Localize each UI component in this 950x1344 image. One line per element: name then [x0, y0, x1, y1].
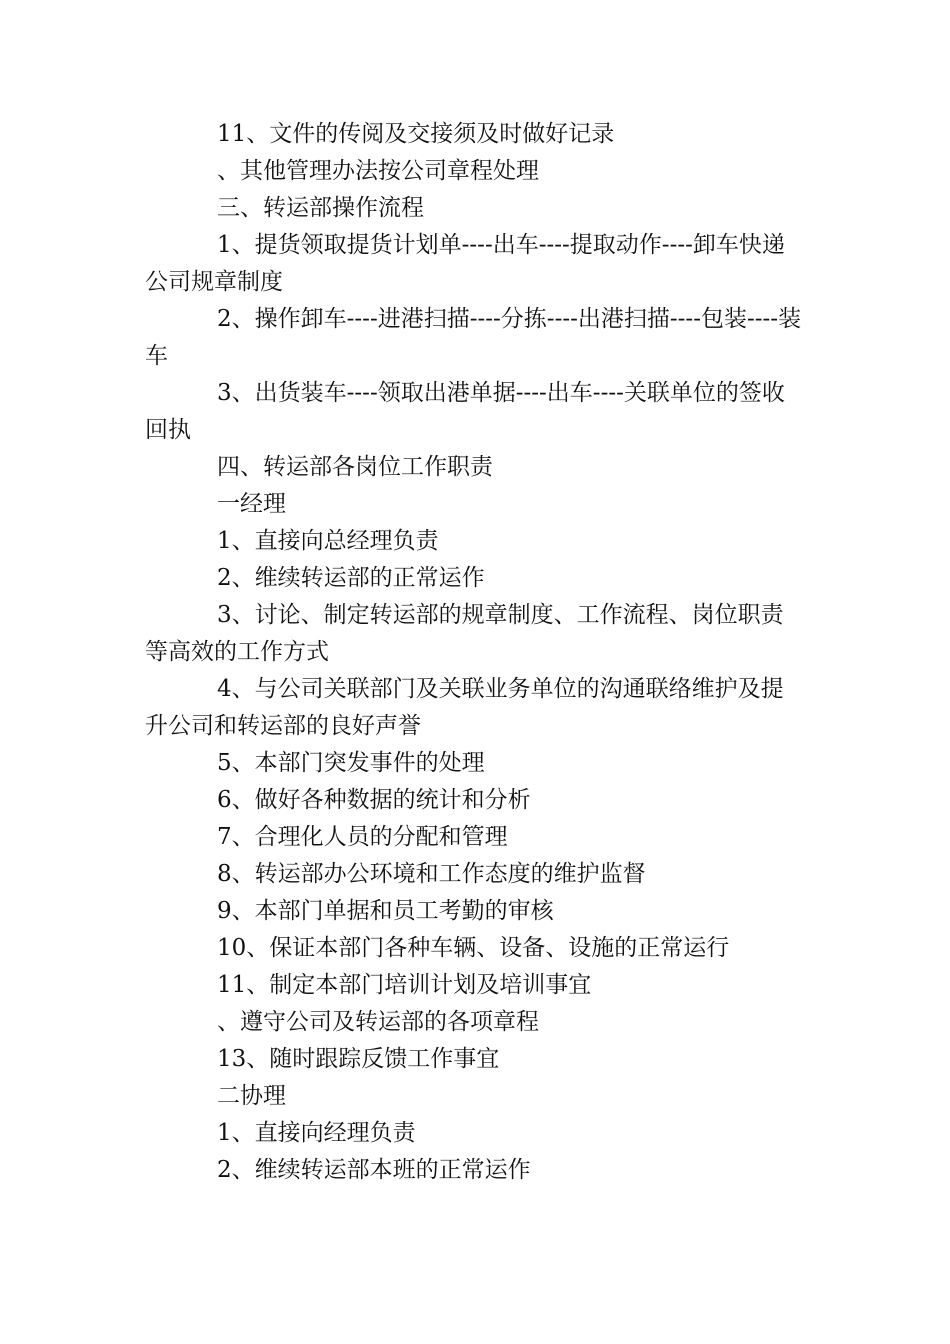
- section-heading-4: 四、转运部各岗位工作职责: [217, 454, 493, 480]
- paragraph-11: 3、讨论、制定转运部的规章制度、工作流程、岗位职责等高效的工作方式: [145, 602, 784, 665]
- paragraph-13: 5、本部门突发事件的处理: [217, 750, 485, 776]
- paragraph-20: 、遵守公司及转运部的各项章程: [217, 1009, 539, 1035]
- paragraph-5: 2、操作卸车----进港扫描----分拣----出港扫描----包装----装车: [145, 306, 802, 369]
- subheading-manager: 一经理: [217, 491, 286, 517]
- paragraph-21: 13、随时跟踪反馈工作事宜: [217, 1046, 500, 1072]
- paragraph-18: 10、保证本部门各种车辆、设备、设施的正常运行: [217, 935, 730, 961]
- paragraph-9: 1、直接向总经理负责: [217, 528, 439, 554]
- paragraph-24: 2、维续转运部本班的正常运作: [217, 1157, 531, 1183]
- paragraph-23: 1、直接向经理负责: [217, 1120, 416, 1146]
- paragraph-15: 7、合理化人员的分配和管理: [217, 824, 508, 850]
- paragraph-6: 3、出货装车----领取出港单据----出车----关联单位的签收回执: [145, 380, 785, 443]
- subheading-assistant: 二协理: [217, 1083, 286, 1109]
- paragraph-1: 11、文件的传阅及交接须及时做好记录: [217, 121, 615, 147]
- paragraph-19: 11、制定本部门培训计划及培训事宜: [217, 972, 592, 998]
- paragraph-4: 1、提货领取提货计划单----出车----提取动作----卸车快递公司规章制度: [145, 232, 785, 295]
- document-body: [145, 116, 805, 1189]
- paragraph-16: 8、转运部办公环境和工作态度的维护监督: [217, 861, 646, 887]
- section-heading-3: 三、转运部操作流程: [217, 195, 424, 221]
- paragraph-12: 4、与公司关联部门及关联业务单位的沟通联络维护及提升公司和转运部的良好声誉: [145, 676, 784, 739]
- paragraph-17: 9、本部门单据和员工考勤的审核: [217, 898, 554, 924]
- paragraph-14: 6、做好各种数据的统计和分析: [217, 787, 531, 813]
- paragraph-10: 2、维续转运部的正常运作: [217, 565, 485, 591]
- paragraph-2: 、其他管理办法按公司章程处理: [217, 158, 539, 184]
